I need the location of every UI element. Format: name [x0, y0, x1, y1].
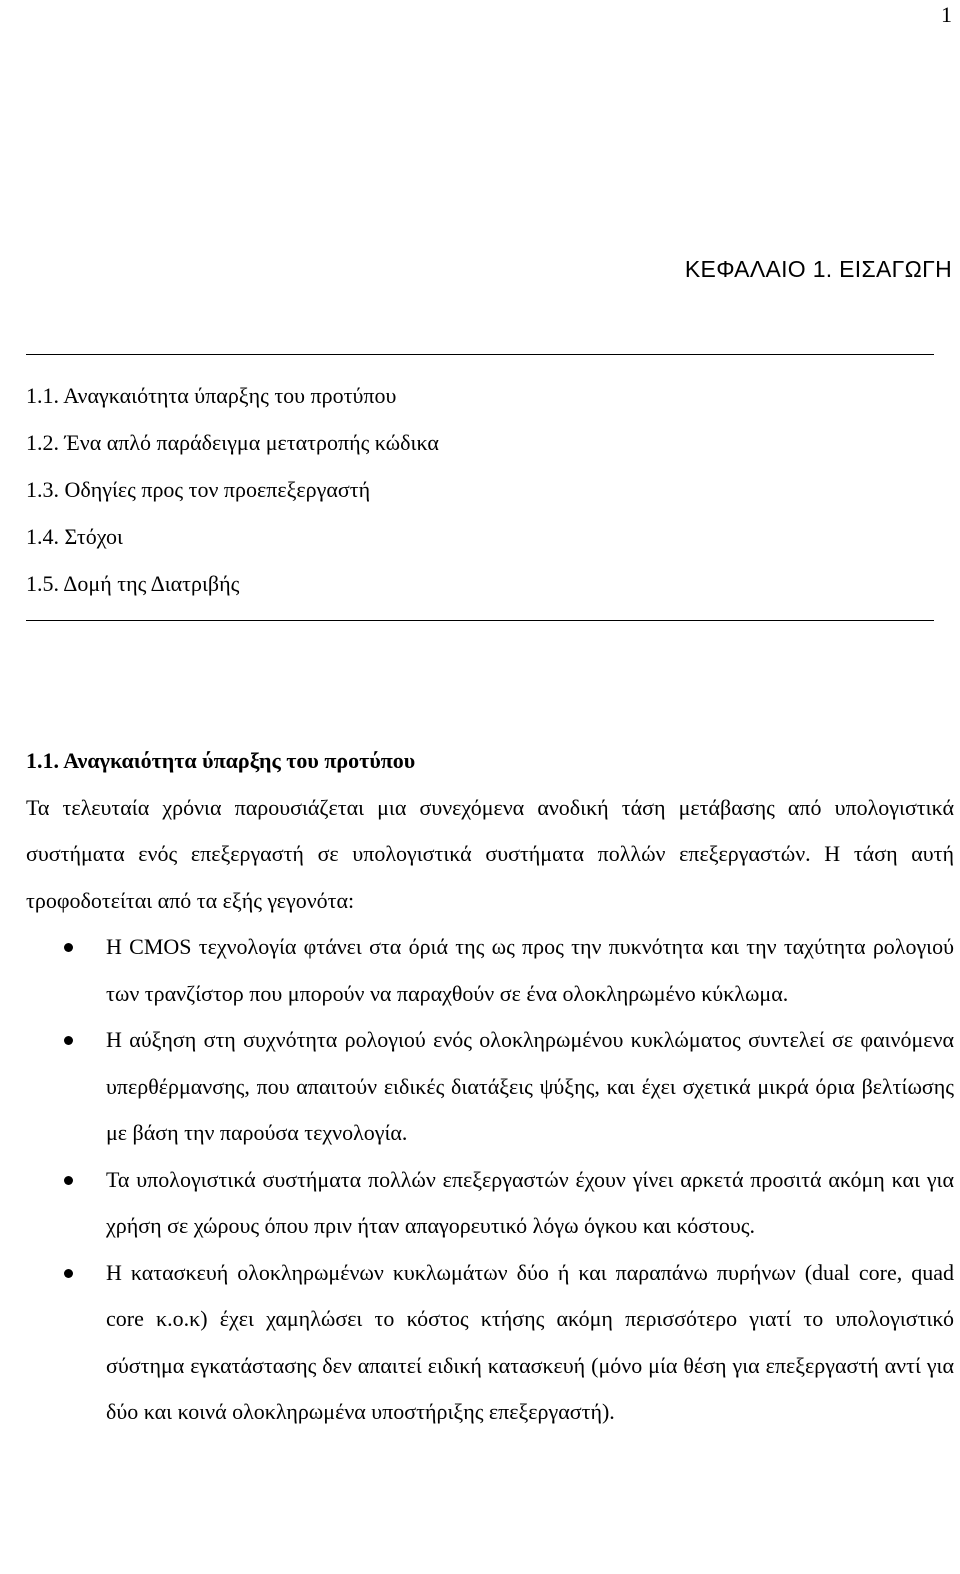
toc-entry: 1.4. Στόχοι — [26, 524, 123, 549]
section-body — [26, 738, 954, 1436]
bullet-icon — [64, 1176, 73, 1185]
bullet-item — [26, 1250, 954, 1436]
toc-entry: 1.1. Αναγκαιότητα ύπαρξης του προτύπου — [26, 383, 397, 408]
bullet-list — [26, 924, 954, 1436]
bullet-icon — [64, 1269, 73, 1278]
bullet-icon — [64, 1036, 73, 1045]
bullet-text: Τα υπολογιστικά συστήματα πολλών επεξεργαστών έχουν γίνει αρκετά προσιτά ακόμη και για χρήση σε χώρους όπου πριν ήταν απαγορευτικό λόγω όγκου και κόστους. — [106, 1166, 954, 1238]
chapter-contents — [26, 376, 439, 611]
chapter-title: ΚΕΦΑΛΑΙΟ 1. ΕΙΣΑΓΩΓΗ — [684, 256, 952, 282]
toc-entry: 1.5. Δομή της Διατριβής — [26, 571, 240, 596]
bullet-item — [26, 924, 954, 1017]
bottom-divider — [26, 620, 934, 621]
bullet-text: Η CMOS τεχνολογία φτάνει στα όριά της ως προς την πυκνότητα και την ταχύτητα ρολογιού των τρανζίστορ που μπορούν να παραχθούν σε ένα ολοκληρωμένο κύκλωμα. — [106, 934, 954, 1006]
intro-paragraph: Τα τελευταία χρόνια παρουσιάζεται μια συνεχόμενα ανοδική τάση μετάβασης από υπολογιστικά συστήματα ενός επεξεργαστή σε υπολογιστικά συστήματα πολλών επεξεργαστών. Η τάση αυτή τροφοδοτείται από τα εξής γεγονότα: — [26, 794, 954, 913]
section-heading: 1.1. Αναγκαιότητα ύπαρξης του προτύπου — [26, 748, 416, 773]
toc-entry: 1.2. Ένα απλό παράδειγμα μετατροπής κώδικα — [26, 430, 439, 455]
toc-entry: 1.3. Οδηγίες προς τον προεπεξεργαστή — [26, 477, 371, 502]
bullet-item — [26, 1157, 954, 1250]
bullet-icon — [64, 943, 73, 952]
page-number: 1 — [941, 2, 952, 27]
top-divider — [26, 354, 934, 355]
bullet-item — [26, 1017, 954, 1157]
bullet-text: Η κατασκευή ολοκληρωμένων κυκλωμάτων δύο ή και παραπάνω πυρήνων (dual core, quad core κ.ο.κ) έχει χαμηλώσει το κόστος κτήσης ακόμη περισσότερο γιατί το υπολογιστικό σύστημα εγκατάστασης δεν απαιτεί ειδική κατασκευή (μόνο μία θέση για επεξεργαστή αντί για δύο και κοινά ολοκληρωμένα υποστήριξης επεξεργαστή). — [106, 1259, 954, 1424]
bullet-text: Η αύξηση στη συχνότητα ρολογιού ενός ολοκληρωμένου κυκλώματος συντελεί σε φαινόμενα υπερθέρμανσης, που απαιτούν ειδικές διατάξεις ψύξης, και έχει σχετικά μικρά όρια βελτίωσης με βάση την παρούσα τεχνολογία. — [106, 1027, 954, 1145]
